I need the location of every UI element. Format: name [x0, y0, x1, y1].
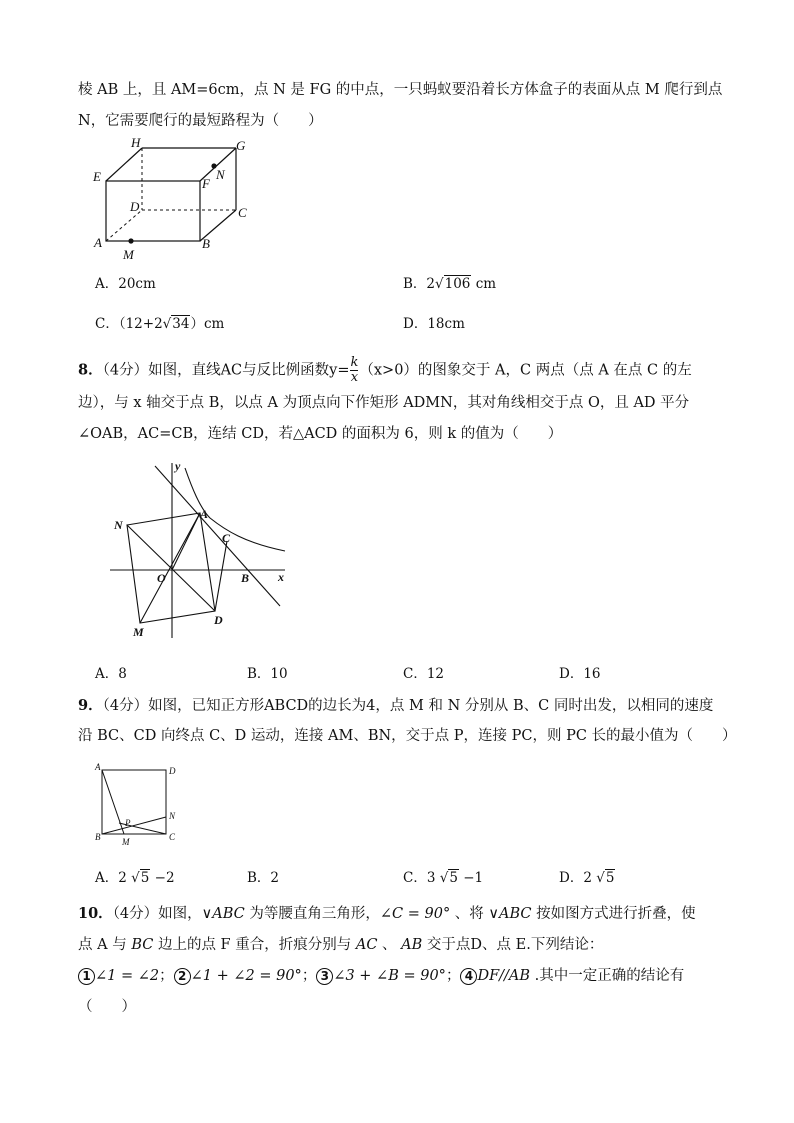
q10-text-f: 边上的点 F 重合，折痕分别与	[153, 937, 356, 953]
q8-hyperbola-figure	[110, 458, 295, 643]
label-b: B	[95, 832, 101, 842]
q8-fraction	[350, 356, 358, 385]
label-x: x	[278, 570, 284, 584]
label-b: B	[241, 571, 250, 585]
circled-number-4: 4	[460, 968, 477, 985]
q10-line-1	[78, 904, 696, 924]
label-p: P	[125, 818, 131, 828]
fraction-denominator: x	[350, 370, 359, 385]
label-a: A	[95, 762, 101, 772]
circled-number-1: 1	[78, 968, 95, 985]
q7-line-2: N，它需要爬行的最短路程为（ ）	[78, 113, 323, 129]
q9-option-c-post: −1	[458, 870, 484, 886]
q8-y-equals: y=	[329, 362, 350, 379]
q10-statement-3: ∠3 + ∠B = 90°	[333, 968, 446, 984]
sqrt-symbol: √106	[435, 276, 471, 292]
q10-triangle-abc-2: ∨ABC	[488, 906, 532, 922]
q10-text-h: 交于点D、点 E.下列结论：	[422, 937, 604, 953]
q10-separator: ；	[445, 968, 461, 984]
q10-text-d: 按如图方式进行折叠，使	[531, 906, 696, 922]
q7-option-a: A．20cm	[95, 276, 156, 292]
label-c: C	[222, 531, 231, 545]
q10-text-a: （4分）如图，	[112, 906, 202, 922]
q9-option-d-radicand: 5	[605, 870, 615, 886]
label-f: F	[202, 176, 210, 191]
q7-option-d: D．18cm	[403, 316, 465, 332]
q7-option-c-radicand: 34	[172, 316, 190, 332]
label-g: G	[236, 138, 246, 153]
label-n: N	[169, 811, 176, 821]
label-d: D	[169, 766, 176, 776]
q9-option-d	[559, 868, 615, 888]
q9-option-a-post: −2	[150, 870, 175, 886]
q8-option-c: C．12	[403, 666, 445, 682]
q9-line-2: 沿 BC、CD 向终点 C、D 运动，连接 AM、BN，交于点 P，连接 PC，则 PC 长的最小值为（ ）	[78, 728, 737, 744]
q10-statement-2: ∠1 + ∠2 = 90°	[190, 968, 302, 984]
q10-text-c: 、将	[450, 906, 489, 922]
label-h: H	[131, 135, 141, 150]
q7-option-c-post: ）cm	[190, 316, 225, 332]
sqrt-symbol: √5	[596, 870, 615, 886]
q9-option-d-coef: D．2	[559, 870, 597, 886]
q10-triangle-abc: ∨ABC	[201, 906, 245, 922]
label-n: N	[216, 167, 225, 182]
q10-segment-bc: BC	[131, 937, 154, 953]
q10-text-tail: .其中一定正确的结论有	[530, 968, 685, 984]
label-a: A	[200, 507, 209, 521]
label-b: B	[202, 236, 210, 251]
segment-am	[102, 770, 124, 834]
circled-number-3: 3	[316, 968, 333, 985]
label-n: N	[114, 518, 123, 532]
q9-square-figure	[92, 760, 192, 850]
q10-segment-ab: AB	[401, 937, 423, 953]
q8-line-2: 边），与 x 轴交于点 B，以点 A 为顶点向下作矩形 ADMN，其对角线相交于点 O，且 AD 平分	[78, 395, 690, 411]
q7-option-c-pre: C．（12+2	[95, 316, 163, 332]
q10-line-3	[78, 966, 684, 986]
label-a: A	[94, 235, 102, 250]
sqrt-symbol: √5	[439, 870, 458, 886]
square-abcd	[102, 770, 166, 834]
q10-line-4: （ ）	[78, 999, 136, 1015]
q7-option-b	[403, 274, 496, 294]
label-c: C	[169, 832, 176, 842]
q10-number: 10．	[78, 905, 113, 922]
q10-statement-4: DF//AB	[477, 968, 531, 984]
q7-option-b-coef: B．2	[403, 276, 436, 292]
label-m: M	[122, 837, 130, 847]
q9-text-1: （4分）如图，已知正方形ABCD的边长为4，点 M 和 N 分别从 B、C 同时出发，以相同的速度	[102, 698, 714, 714]
q7-option-c	[95, 314, 224, 334]
q9-option-c-coef: C．3	[403, 870, 440, 886]
q10-text-e: 点 A 与	[78, 937, 132, 953]
sqrt-symbol: √34	[162, 316, 190, 332]
q9-option-a-coef: A．2	[95, 870, 132, 886]
q7-cuboid-figure	[90, 135, 270, 260]
q9-option-c	[403, 868, 483, 888]
q7-option-b-unit: cm	[471, 276, 497, 292]
q9-option-c-radicand: 5	[449, 870, 458, 886]
label-o: O	[157, 571, 166, 585]
q10-line-2	[78, 935, 603, 955]
label-m: M	[123, 247, 134, 260]
q10-statement-1: ∠1 = ∠2	[95, 968, 160, 984]
q8-text-a: （4分）如图，直线AC与反比例函数	[102, 362, 330, 379]
q9-line-1	[78, 696, 713, 716]
q10-segment-ac: AC	[355, 937, 378, 953]
q8-line-3: ∠OAB，AC=CB，连结 CD，若△ACD 的面积为 6，则 k 的值为（ ）	[78, 426, 563, 442]
label-y: y	[175, 459, 181, 473]
q8-line-1	[78, 356, 692, 385]
q10-text-b: 为等腰直角三角形，	[244, 906, 380, 922]
label-m: M	[133, 625, 144, 639]
q10-text-g: 、	[377, 937, 402, 953]
circled-number-2: 2	[174, 968, 191, 985]
q8-option-a: A．8	[95, 666, 127, 682]
sqrt-symbol: √5	[131, 870, 150, 886]
point-m-dot	[128, 238, 133, 243]
q10-angle-c: ∠C = 90°	[379, 906, 451, 922]
label-e: E	[93, 169, 101, 184]
line-ac	[155, 466, 280, 606]
q8-text-b: （x>0）的图象交于 A，C 两点（点 A 在点 C 的左	[359, 362, 692, 379]
q8-number: 8．	[78, 361, 103, 379]
q9-option-a-radicand: 5	[140, 870, 150, 886]
q9-option-b: B．2	[247, 870, 280, 886]
fraction-numerator: k	[350, 355, 359, 370]
front-face	[106, 181, 200, 241]
q7-line-1: 棱 AB 上，且 AM=6cm，点 N 是 FG 的中点，一只蚂蚁要沿着长方体盒子的表面从点 M 爬行到点	[78, 82, 723, 98]
q8-option-b: B．10	[247, 666, 288, 682]
q9-option-a	[95, 868, 175, 888]
q8-option-d: D．16	[559, 666, 601, 682]
label-d: D	[130, 199, 140, 214]
label-c: C	[238, 205, 247, 220]
q9-number: 9．	[78, 697, 103, 714]
q10-separator: ；	[301, 968, 317, 984]
label-d: D	[214, 613, 223, 627]
q7-option-b-radicand: 106	[444, 276, 471, 292]
q10-separator: ；	[159, 968, 174, 984]
